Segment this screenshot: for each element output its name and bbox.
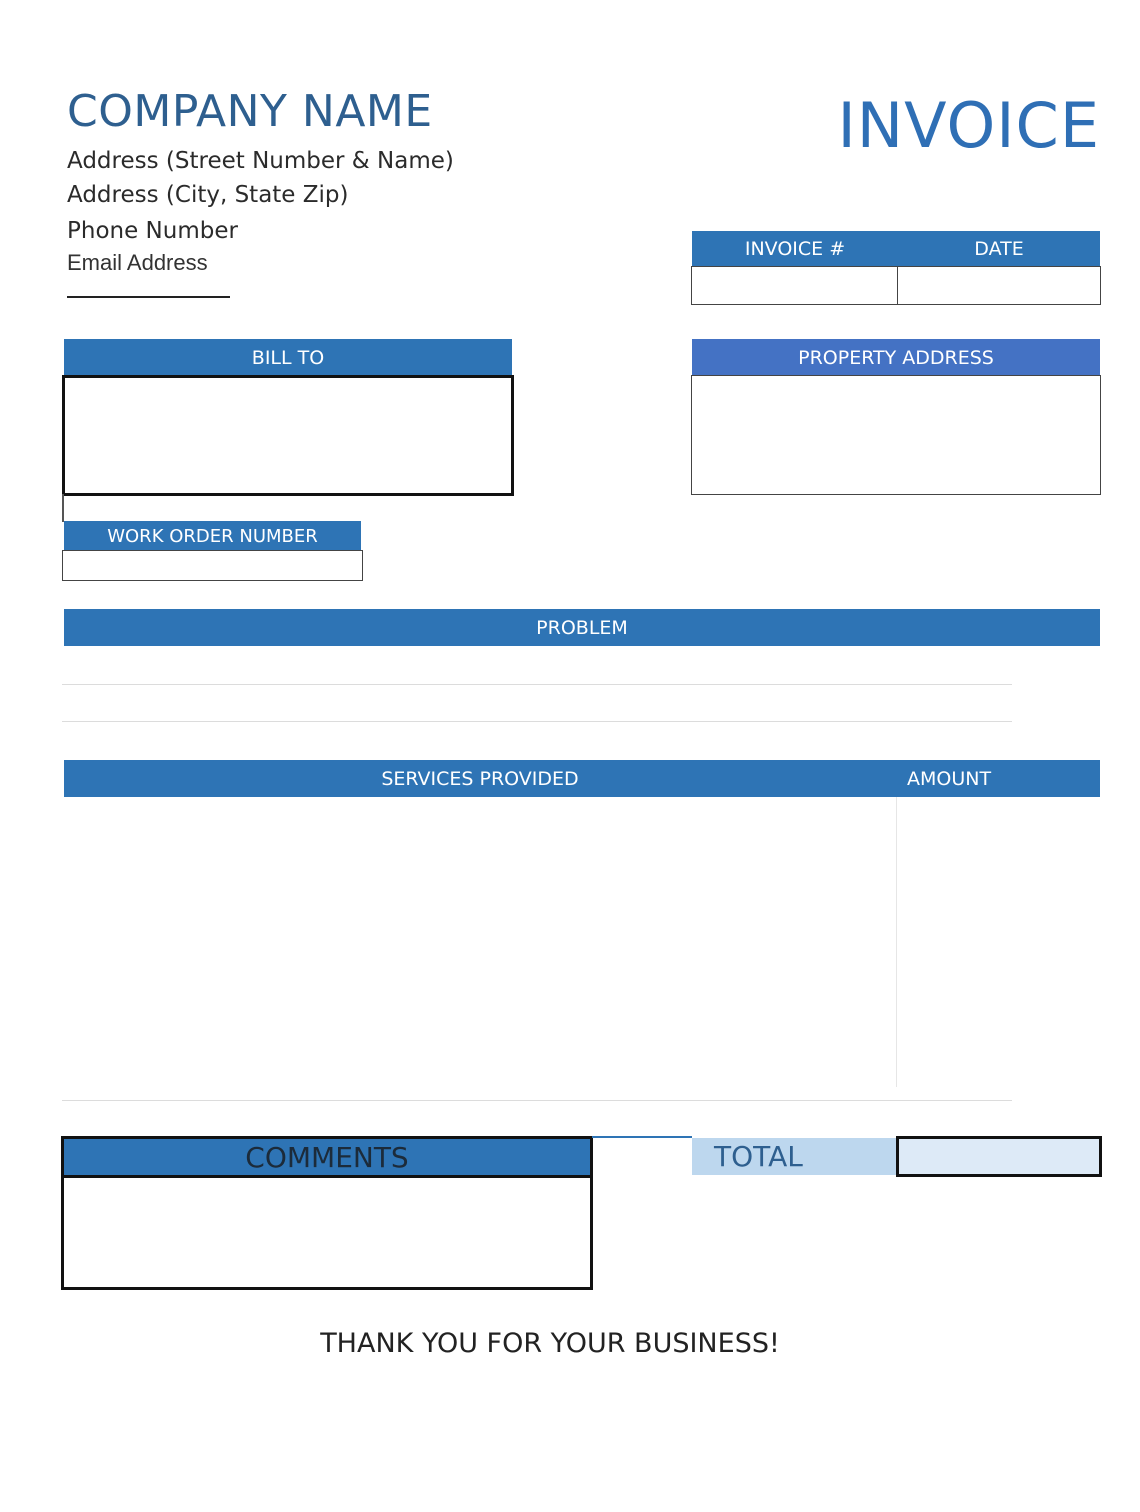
property-address-header: PROPERTY ADDRESS (692, 339, 1100, 376)
invoice-number-header: INVOICE # (692, 231, 898, 267)
company-email: Email Address (67, 250, 208, 275)
bill-to-field[interactable] (62, 375, 514, 496)
services-bottom-line (62, 1100, 1012, 1101)
work-order-number-header: WORK ORDER NUMBER (64, 521, 361, 551)
connector-line (62, 494, 64, 522)
date-header: DATE (898, 231, 1100, 267)
work-order-number-field[interactable] (62, 550, 363, 581)
total-label: TOTAL (692, 1138, 896, 1175)
services-provided-header: SERVICES PROVIDED (64, 760, 896, 797)
property-address-field[interactable] (691, 375, 1101, 495)
company-address-city: Address (City, State Zip) (67, 182, 349, 208)
thank-you-message: THANK YOU FOR YOUR BUSINESS! (320, 1328, 780, 1359)
comments-connector (592, 1136, 692, 1138)
company-address-street: Address (Street Number & Name) (67, 148, 454, 174)
total-value-field[interactable] (896, 1136, 1102, 1177)
invoice-title: INVOICE (837, 89, 1100, 162)
problem-header: PROBLEM (64, 609, 1100, 646)
problem-line-2 (62, 721, 1012, 722)
amount-header: AMOUNT (896, 760, 1100, 797)
company-phone: Phone Number (67, 218, 238, 244)
divider (67, 296, 230, 298)
bill-to-header: BILL TO (64, 339, 512, 376)
comments-header: COMMENTS (64, 1139, 590, 1178)
invoice-number-field[interactable] (691, 266, 899, 305)
amount-column-divider (896, 797, 897, 1087)
company-name: COMPANY NAME (67, 86, 433, 137)
comments-box[interactable] (61, 1136, 593, 1290)
problem-line-1 (62, 684, 1012, 685)
date-field[interactable] (897, 266, 1101, 305)
